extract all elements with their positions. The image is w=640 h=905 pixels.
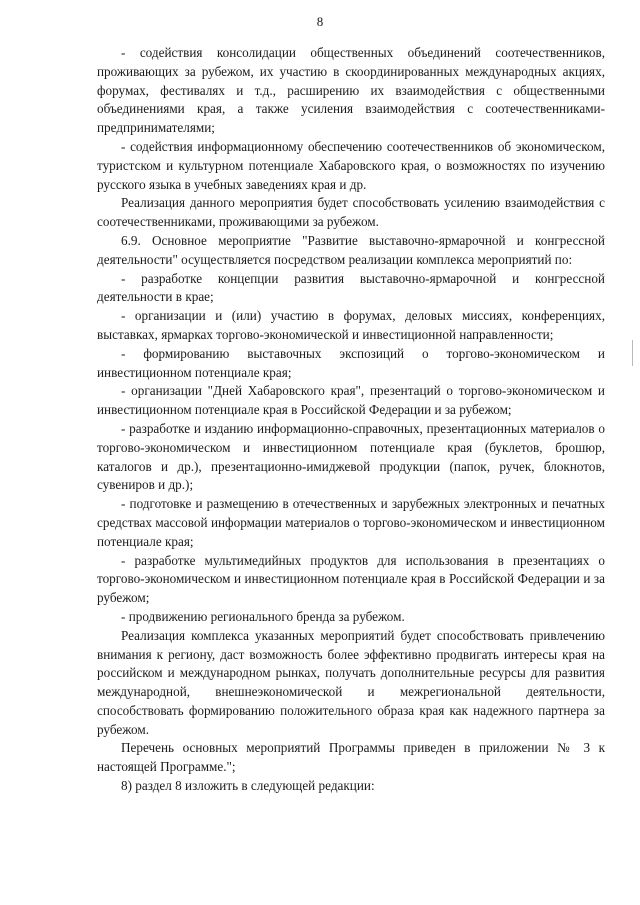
paragraph-compatriot-information: - содействия информационному обеспечению соотечественников об экономическом, туристском и культурном потенциале Хабаровского края, о возможностях по изучению русского языка в учебных заведениях края и др.	[97, 138, 605, 192]
paragraph-complex-outcome: Реализация комплекса указанных мероприятий будет способствовать привлечению внимания к региону, даст возможность более эффективно продвигать интересы края на российском и международном рынках, получать дополнительные ресурсы для развития международной, внешнеэкономической и межрегиональной деятельности, способствовать формированию положительного образа края как надежного партнера за рубежом.	[97, 627, 605, 737]
paragraph-section-6-9: 6.9. Основное мероприятие "Развитие выставочно-ярмарочной и конгрессной деятельности" осуществляется посредством реализации комплекса мероприятий по:	[97, 232, 605, 267]
paragraph-regional-brand: - продвижению регионального бренда за рубежом.	[121, 608, 405, 624]
paragraph-khabarovsk-days: - организации "Дней Хабаровского края", презентаций о торгово-экономическом и инвестиционном потенциале края в Российской Федерации и за рубежом;	[97, 383, 605, 418]
paragraph-multimedia-products: - разработке мультимедийных продуктов для использования в презентациях о торгово-экономическом и инвестиционном потенциале края в Российской Федерации и за рубежом;	[97, 552, 605, 606]
paragraph-appendix-reference: Перечень основных мероприятий Программы приведен в приложении № 3 к настоящей Программе.";	[97, 740, 605, 775]
paragraph-printed-materials: - разработке и изданию информационно-справочных, презентационных материалов о торгово-экономическом и инвестиционном потенциале края (буклетов, брошюр, каталогов и др.), презентационно-имиджевой продукции (папок, ручек, блокнотов, сувениров и др.);	[97, 420, 605, 493]
paragraph-compatriot-consolidation: - содействия консолидации общественных объединений соотечественников, проживающих за рубежом, их участию в скоординированных международных акциях, форумах, фестивалях и т.д., расширению их взаимодействия с общественными объединениями края, а также усиления взаимодействия с соотечественниками-предпринимателями;	[97, 45, 605, 136]
paragraph-concept-development: - разработке концепции развития выставочно-ярмарочной и конгрессной деятельности в крае;	[97, 270, 605, 305]
document-body	[97, 44, 605, 796]
scan-edge-mark	[632, 340, 633, 366]
paragraph-section-8-amendment: 8) раздел 8 изложить в следующей редакции:	[121, 778, 375, 794]
paragraph-forums-participation: - организации и (или) участию в форумах, деловых миссиях, конференциях, выставках, ярмарках торгово-экономической и инвестиционной направленности;	[97, 308, 605, 342]
page-number: 8	[316, 14, 324, 29]
paragraph-exhibition-expositions: - формированию выставочных экспозиций о торгово-экономическом и инвестиционном потенциале края;	[97, 345, 605, 380]
paragraph-compatriot-outcome: Реализация данного мероприятия будет способствовать усилению взаимодействия с соотечественниками, проживающими за рубежом.	[97, 195, 605, 230]
paragraph-media-placement: - подготовке и размещению в отечественных и зарубежных электронных и печатных средствах массовой информации материалов о торгово-экономическом и инвестиционном потенциале края;	[97, 496, 605, 549]
